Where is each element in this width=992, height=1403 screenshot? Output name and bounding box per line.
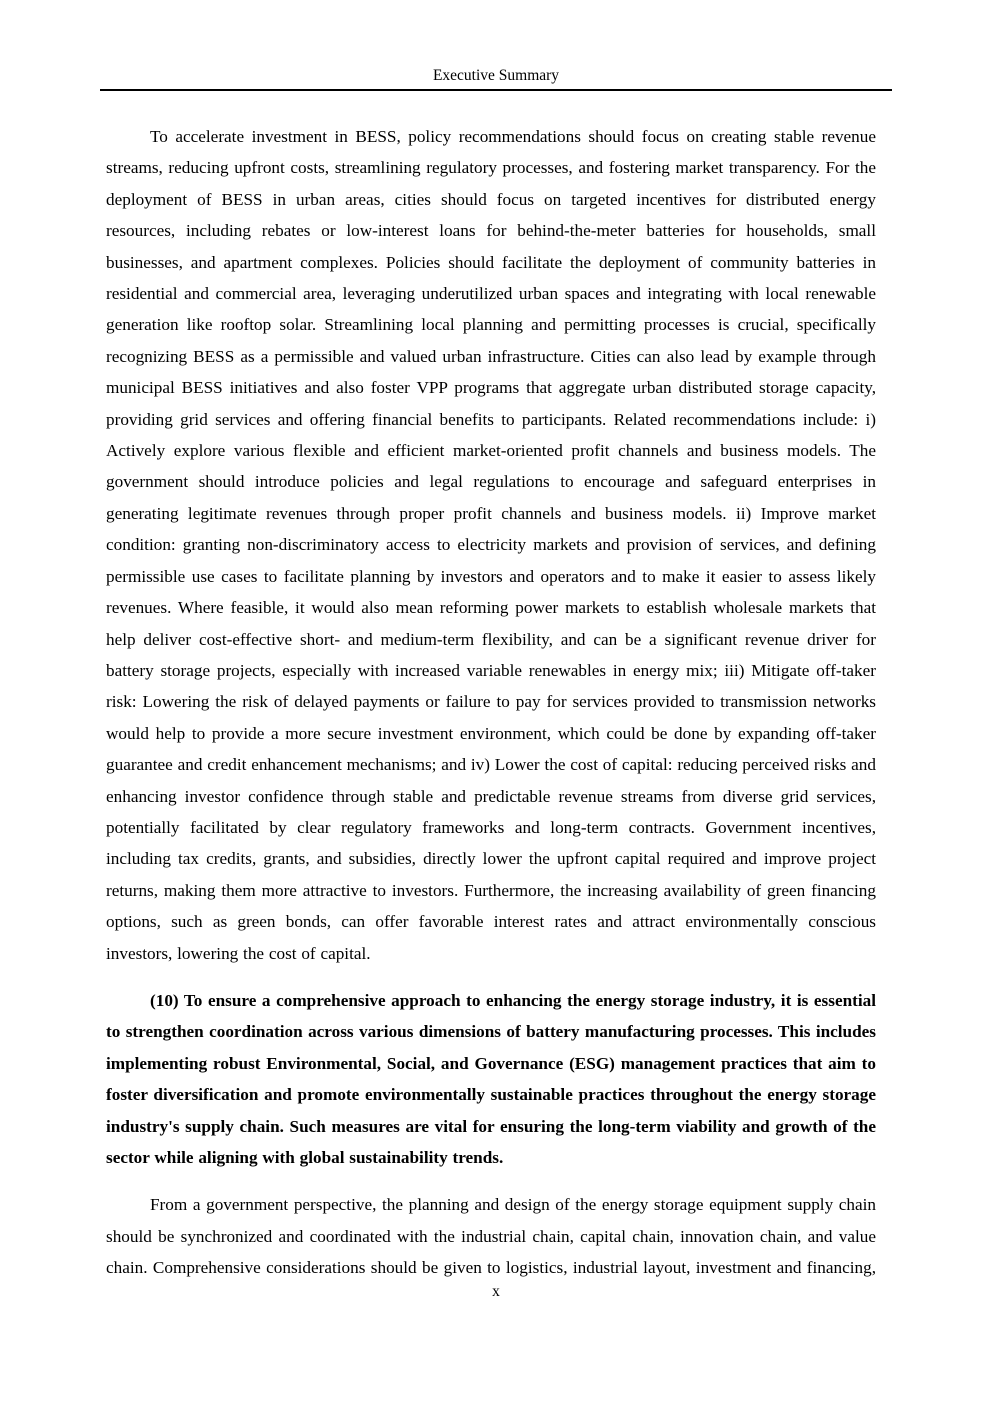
page-header bbox=[100, 66, 892, 91]
document-body bbox=[106, 121, 876, 1300]
paragraph-policy-recommendations: To accelerate investment in BESS, policy recommendations should focus on creating stable revenue streams, reducing upfront costs, streamlining regulatory processes, and fostering market transparency. For the deployment of BESS in urban areas, cities should focus on targeted incentives for distributed energy resources, including rebates or low-interest loans for behind-the-meter batteries for households, small businesses, and apartment complexes. Policies should facilitate the deployment of community batteries in residential and commercial area, leveraging underutilized urban spaces and integrating with local renewable generation like rooftop solar. Streamlining local planning and permitting processes is crucial, specifically recognizing BESS as a permissible and valued urban infrastructure. Cities can also lead by example through municipal BESS initiatives and also foster VPP programs that aggregate urban distributed storage capacity, providing grid services and offering financial benefits to participants. Related recommendations include: i) Actively explore various flexible and efficient market-oriented profit channels and business models. The government should introduce policies and legal regulations to encourage and safeguard enterprises in generating legitimate revenues through proper profit channels and business models. ii) Improve market condition: granting non-discriminatory access to electricity markets and provision of services, and defining permissible use cases to facilitate planning by investors and operators and to make it easier to assess likely revenues. Where feasible, it would also mean reforming power markets to establish wholesale markets that help deliver cost-effective short- and medium-term flexibility, and can be a significant revenue driver for battery storage projects, especially with increased variable renewables in energy mix; iii) Mitigate off-taker risk: Lowering the risk of delayed payments or failure to pay for services provided to transmission networks would help to provide a more secure investment environment, which could be done by expanding off-taker guarantee and credit enhancement mechanisms; and iv) Lower the cost of capital: reducing perceived risks and enhancing investor confidence through stable and predictable revenue streams from diverse grid services, potentially facilitated by clear regulatory frameworks and long-term contracts. Government incentives, including tax credits, grants, and subsidies, directly lower the upfront capital required and improve project returns, making them more attractive to investors. Furthermore, the increasing availability of green financing options, such as green bonds, can offer favorable interest rates and attract environmentally conscious investors, lowering the cost of capital. bbox=[106, 127, 876, 963]
paragraph-10-esg-bold: (10) To ensure a comprehensive approach to enhancing the energy storage industry, it is essential to strengthen coordination across various dimensions of battery manufacturing processes. This includes implementing robust Environmental, Social, and Governance (ESG) management practices that aim to foster diversification and promote environmentally sustainable practices throughout the energy storage industry's supply chain. Such measures are vital for ensuring the long-term viability and growth of the sector while aligning with global sustainability trends. bbox=[106, 990, 876, 1167]
running-head-title: Executive Summary bbox=[432, 67, 560, 84]
header-rule bbox=[100, 89, 892, 91]
page-number: x bbox=[492, 1283, 500, 1300]
paragraph-government-perspective: From a government perspective, the planning and design of the energy storage equipment supply chain should be synchronized and coordinated with the industrial chain, capital chain, innovation chain, and value chain. Comprehensive considerations should be given to logistics, industrial layout, investment and financing, bbox=[106, 1195, 876, 1278]
page-footer bbox=[0, 1283, 992, 1301]
